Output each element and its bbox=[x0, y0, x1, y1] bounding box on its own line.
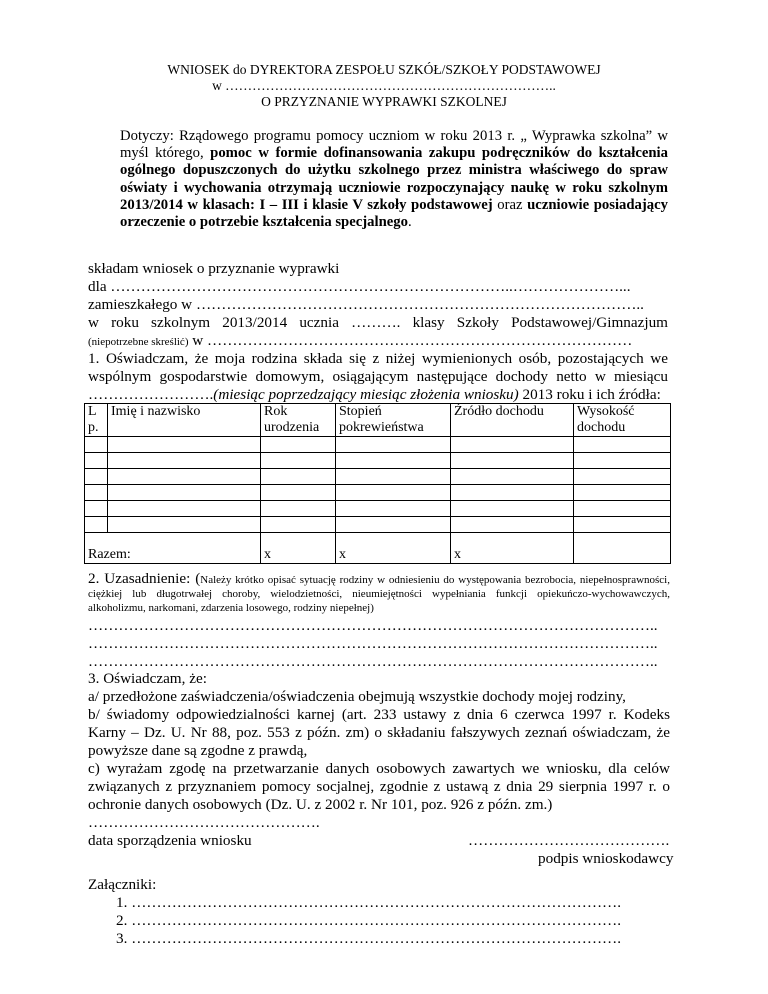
attachment-item-2[interactable]: 2. ……………………………………………………………………………………. bbox=[116, 912, 621, 929]
month-year-suffix: 2013 roku i ich źródła: bbox=[518, 386, 661, 403]
table-row[interactable] bbox=[85, 453, 671, 469]
attachments-title: Załączniki: bbox=[88, 876, 157, 893]
declaration-b: b/ świadomy odpowiedzialności karnej (art. 233 ustawy z dnia 6 czerwca 1997 r. Kodeks Karny – Dz. U. Nr 88, poz. 553 z późn. zm) o składaniu fałszywych zeznań oświadczam, że powyższe dane są zgodne z prawdą, bbox=[88, 706, 670, 759]
table-total-row bbox=[85, 533, 671, 564]
student-name-field[interactable]: dla ……………………………………………………………………..…………………... bbox=[88, 278, 631, 295]
header-lp: L p. bbox=[85, 404, 108, 437]
total-income-cell[interactable] bbox=[574, 533, 671, 564]
strike-note: (niepotrzebne skreślić) bbox=[88, 336, 189, 348]
program-description bbox=[120, 128, 668, 231]
total-mark-relation: x bbox=[336, 533, 451, 564]
school-name-line: w ……………………………………………………………….. bbox=[212, 78, 556, 93]
strike-note-line[interactable] bbox=[88, 332, 672, 351]
declaration-a: a/ przedłożone zaświadczenia/oświadczenia obejmują wszystkie dochody mojej rodziny, bbox=[88, 688, 626, 705]
justification-section bbox=[88, 572, 670, 615]
table-header-row bbox=[85, 404, 671, 437]
header-relation: Stopień pokrewieństwa bbox=[336, 404, 451, 437]
household-income-table bbox=[84, 403, 671, 564]
attachment-item-1[interactable]: 1. ……………………………………………………………………………………. bbox=[116, 894, 621, 911]
school-year-line[interactable]: w roku szkolnym 2013/2014 ucznia ………. klasy Szkoły Podstawowej/Gimnazjum bbox=[88, 314, 668, 331]
intro-bold-2: uczniowie posiadający orzeczenie o potrzebie kształcenia specjalnego bbox=[120, 196, 668, 231]
total-mark-birth: x bbox=[261, 533, 336, 564]
intro-text-3: . bbox=[407, 214, 412, 231]
attachment-item-3[interactable]: 3. ……………………………………………………………………………………. bbox=[116, 930, 621, 947]
justification-line-3[interactable]: ………………………………………………………………………………………………….. bbox=[88, 653, 658, 670]
strike-note-dots: w ………………………………………………………………………… bbox=[188, 332, 633, 349]
declaration-1-line-2: wspólnym gospodarstwie domowym, osiągającym następujące dochody netto w miesiącu bbox=[88, 368, 668, 385]
justification-line-2[interactable]: ………………………………………………………………………………………………….. bbox=[88, 635, 658, 652]
declarations-title: 3. Oświadczam, że: bbox=[88, 670, 207, 687]
month-dots: ……………………. bbox=[88, 386, 214, 403]
justification-label: 2. Uzasadnienie: ( bbox=[88, 570, 201, 587]
declaration-1-line-1: 1. Oświadczam, że moja rodzina składa się z niżej wymienionych osób, pozostających we bbox=[88, 350, 668, 367]
table-row[interactable] bbox=[85, 501, 671, 517]
total-mark-source: x bbox=[451, 533, 574, 564]
date-field[interactable]: ………………………………………. bbox=[88, 814, 320, 831]
intro-text-1: Dotyczy: Rządowego programu pomocy uczniom w roku 2013 r. „ Wyprawka szkolna” w myśl którego, bbox=[120, 128, 668, 162]
header-name: Imię i nazwisko bbox=[108, 404, 261, 437]
table-row[interactable] bbox=[85, 517, 671, 533]
header-birth-year: Rok urodzenia bbox=[261, 404, 336, 437]
header-income-source: Źródło dochodu bbox=[451, 404, 574, 437]
signature-field[interactable]: …………………………………. bbox=[468, 832, 670, 849]
apply-statement: składam wniosek o przyznanie wyprawki bbox=[88, 260, 340, 277]
intro-text-2: oraz bbox=[492, 196, 528, 213]
declaration-1-line-3[interactable] bbox=[88, 386, 672, 404]
form-subtitle: O PRZYZNANIE WYPRAWKI SZKOLNEJ bbox=[261, 94, 507, 109]
form-title: WNIOSEK do DYREKTORA ZESPOŁU SZKÓŁ/SZKOŁY PODSTAWOWEJ bbox=[167, 62, 601, 77]
month-hint: (miesiąc poprzedzający miesiąc złożenia wniosku) bbox=[213, 386, 519, 403]
declaration-c: c) wyrażam zgodę na przetwarzanie danych osobowych zawartych we wniosku, dla celów związanych z przyznaniem pomocy socjalnej, zgodnie z ustawą z dnia 29 sierpnia 1997 r. o ochronie danych osobowych (Dz. U. z 2002 r. Nr 101, poz. 926 z późn. zm.) bbox=[88, 760, 670, 813]
residence-field[interactable]: zamieszkałego w …………………………………………………………………………….. bbox=[88, 296, 644, 313]
table-row[interactable] bbox=[85, 485, 671, 501]
justification-line-1[interactable]: ………………………………………………………………………………………………….. bbox=[88, 617, 658, 634]
signature-label: podpis wnioskodawcy bbox=[538, 850, 674, 867]
date-label: data sporządzenia wniosku bbox=[88, 832, 252, 849]
table-row[interactable] bbox=[85, 437, 671, 453]
intro-bold-1: pomoc w formie dofinansowania zakupu podręczników do kształcenia ogólnego dopuszczonych do użytku szkolnego przez ministra właściwego do spraw oświaty i wychowania otrzymają uczniowie rozpoczynający naukę w roku szkolnym 2013/2014 w klasach: I – III i klasie V szkoły podstawowej bbox=[120, 145, 668, 213]
table-row[interactable] bbox=[85, 469, 671, 485]
justification-note: Należy krótko opisać sytuację rodziny w odniesieniu do występowania bezrobocia, niepełnosprawności, ciężkiej lub długotrwałej choroby, wielodzietności, nieumiejętności wypełniania funkcji opiekuńczo-wychowawczych, alkoholizmu, narkomani, zdarzenia losowego, rodziny niepełnej) bbox=[88, 574, 670, 614]
total-label: Razem: bbox=[85, 533, 261, 564]
header-income-amount: Wysokość dochodu bbox=[574, 404, 671, 437]
